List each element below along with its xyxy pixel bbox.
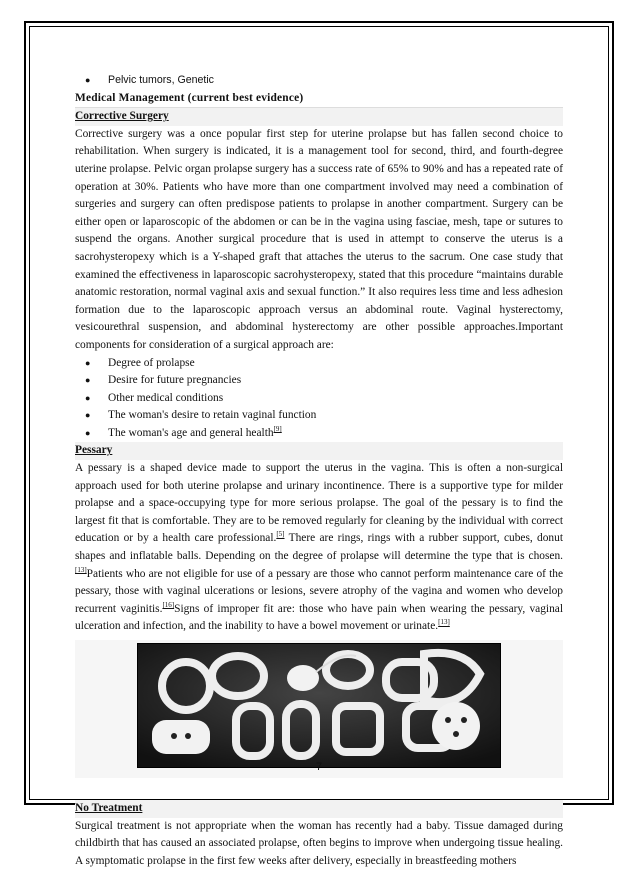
corrective-surgery-paragraph: Corrective surgery was a once popular first step for uterine prolapse but has fallen second choice to rehabilitation. When surgery is indicated, it is a management tool for second, third, and fourth-degree uterine prolapse. Pelvic organ prolapse surgery has a success rate of 65% to 90% and has a repeated rate of operation at 30%. Patients who have more than one compartment involved may need a combination of surgeries and surgery can often predispose patients to prolapse in another compartment. Surgery can be either open or laparoscopic of the abdomen or can be in the vagina using fasciae, mesh, tape or sutures to suspend the organs. Another surgical procedure that is used in attempt to conserve the uterus is a sacrohysteropexy which is a Y-shaped graft that attaches the uterus to the sacrum. One case study that examined the effectiveness in laparoscopic sacrohysteropexy, stated that this procedure “maintains durable anatomic restoration, normal vaginal axis and sexual function.” It also requires less time and less adhesion formation due to the laparoscopic approach versus an abdominal route. Vaginal hysterectomy, vesicourethral suspension, and abdominal hysterectomy are other possible approaches.Important components for consideration of a surgical approach are: xyxy=(75,127,563,351)
pessary-figure xyxy=(75,640,563,778)
page-content xyxy=(75,72,563,870)
bullet-icon: ● xyxy=(85,375,91,386)
bullet-icon: ● xyxy=(85,392,91,403)
list-item-label: The woman's age and general health xyxy=(108,426,274,439)
citation-link[interactable]: [16] xyxy=(162,601,175,610)
list-item xyxy=(85,72,563,90)
list-item-text: Degree of prolapse xyxy=(108,356,195,369)
pessary-devices-illustration xyxy=(138,644,500,767)
pessary-text-2: There are rings, rings with a rubber support, cubes, donut shapes and inflatable balls. Depending on the degree of prolapse will determine the type that is chosen. xyxy=(75,532,563,563)
list-item xyxy=(85,372,563,390)
page-number: 7 xyxy=(315,761,323,773)
pessary-paragraph xyxy=(75,460,563,636)
list-item xyxy=(85,390,563,408)
bullet-icon: ● xyxy=(85,75,91,85)
list-item-text: Other medical conditions xyxy=(108,391,224,404)
citation-link[interactable]: [13] xyxy=(75,565,87,574)
list-item xyxy=(85,407,563,425)
no-treatment-paragraph: Surgical treatment is not appropriate when the woman has recently had a baby. Tissue damaged during childbirth that has caused an associated prolapse, often begins to improve when undergoing tissue healing. A symptomatic prolapse in the first few weeks after delivery, especially in breastfeeding mothers xyxy=(75,819,563,867)
corrective-surgery-heading: Corrective Surgery xyxy=(75,108,563,126)
pessary-text-1: A pessary is a shaped device made to support the uterus in the vagina. This is often a non-surgical approach used for both uterine prolapse and urinary incontinence. There is a supportive type for milder prolapse and a space-occupying type for more serious prolapse. The goal of the pessary is to find the largest fit that is comfortable. They are to be removed regularly for cleaning by the individual with correct education or by a health care professional. xyxy=(75,462,563,545)
bullet-icon: ● xyxy=(85,427,91,438)
list-item-text: The woman's desire to retain vaginal function xyxy=(108,409,317,422)
pessary-heading: Pessary xyxy=(75,442,563,460)
pessary-devices-photo xyxy=(137,643,501,768)
pessary-text-4: Signs of improper fit are: those who have pain when wearing the pessary, vaginal ulceration and infection, and the inability to have a bowel movement or urinate. xyxy=(75,602,563,633)
citation-link[interactable]: [9] xyxy=(273,425,282,434)
list-item-text: Desire for future pregnancies xyxy=(108,374,242,387)
pessary-text-3: Patients who are not eligible for use of a pessary are those who cannot perform maintenance care of the pessary, those with vaginal ulcerations or lesions, severe atrophy of the vagina and women who develop recurrent vaginitis. xyxy=(75,567,563,615)
no-treatment-heading: No Treatment xyxy=(75,800,563,818)
citation-link[interactable]: [13] xyxy=(438,618,450,627)
list-item xyxy=(85,425,563,443)
spacer xyxy=(75,778,563,800)
bullet-icon: ● xyxy=(85,357,91,368)
section-title: Medical Management (current best evidence) xyxy=(75,90,563,109)
citation-link[interactable]: [5] xyxy=(276,530,285,539)
list-item xyxy=(85,355,563,373)
list-item-text: Pelvic tumors, Genetic xyxy=(108,74,214,86)
bullet-icon: ● xyxy=(85,410,91,421)
list-item-text xyxy=(108,425,563,443)
